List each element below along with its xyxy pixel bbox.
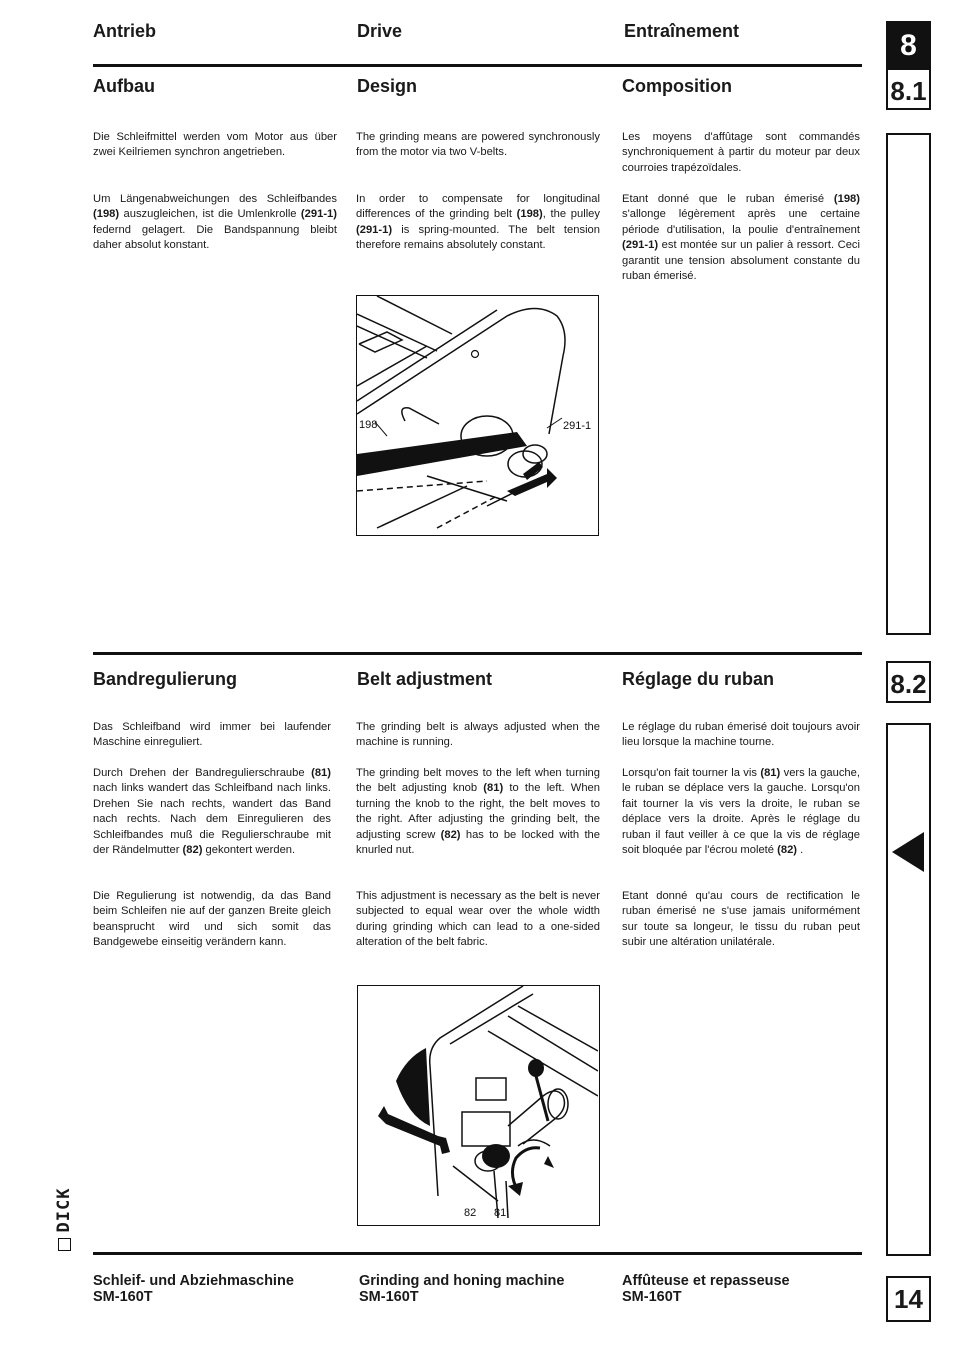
subsection-tab-8-2 bbox=[886, 661, 931, 703]
section2-side-bar bbox=[886, 723, 931, 1256]
section1-fr-p1: Les moyens d'affûtage sont commandés synchroniquement à partir du moteur par deux courroies trapézoïdales. bbox=[622, 131, 860, 174]
current-section-arrow-icon bbox=[890, 830, 926, 874]
figure-belt-adjustment bbox=[357, 985, 600, 1226]
figure-belt-pulley bbox=[356, 295, 599, 536]
footer-en-line1: Grinding and honing machine bbox=[359, 1273, 565, 1289]
section2-en-p2: The grinding belt moves to the left when turning the belt adjusting knob (81) to the left. When turning the knob to the right, the belt moves to the right. After adjusting the grinding belt, the adjusting screw (82) has to be locked with the knurled nut. bbox=[356, 767, 600, 857]
dick-logo bbox=[54, 1170, 76, 1255]
section2-title-en: Belt adjustment bbox=[357, 669, 493, 689]
section1-en-p2: In order to compensate for longitudinal differences of the grinding belt (198), the pulley (291-1) is spring-mounted. The belt tension therefore remains absolutely constant. bbox=[356, 193, 600, 252]
page-number: 14 bbox=[894, 1284, 923, 1314]
section2-title-fr: Réglage du ruban bbox=[622, 669, 775, 689]
footer-fr-line1: Affûteuse et repasseuse bbox=[622, 1273, 790, 1289]
section2-de-p2: Durch Drehen der Bandregulierschraube (81) nach links wandert das Schleifband nach links. Drehen Sie nach rechts, wandert das Band nach rechts. Nach dem Einregulieren des Schleifbandes muß die Regulierschraube mit der Rändelmutter (82) gekontert werden. bbox=[93, 767, 331, 857]
label-82: 82 bbox=[464, 1207, 477, 1219]
section1-de-p1: Die Schleifmittel werden vom Motor aus über zwei Keilriemen synchron angetrieben. bbox=[93, 131, 337, 159]
page-number-box bbox=[886, 1276, 931, 1322]
section2-en-p1: The grinding belt is always adjusted when the machine is running. bbox=[356, 721, 600, 749]
section2-fr-p3: Etant donné qu'au cours de rectification le ruban émerisé ne s'use jamais uniformément sur toute sa longeur, le tissu du ruban peut subir une altération unilatérale. bbox=[622, 890, 860, 949]
section1-title-fr: Composition bbox=[622, 76, 732, 96]
section2-title-de: Bandregulierung bbox=[93, 669, 238, 689]
subsection-tab-8-1 bbox=[886, 68, 931, 110]
section1-title-en: Design bbox=[357, 76, 418, 96]
header-de: Antrieb bbox=[93, 21, 156, 41]
section2-en-p3: This adjustment is necessary as the belt is never subjected to equal wear over the whole width during grinding which can lead to a one-sided alteration of the belt fabric. bbox=[356, 890, 600, 949]
dick-logo-text: DICK bbox=[54, 1187, 74, 1233]
section2-rule bbox=[93, 652, 862, 655]
chapter-tab-label: 8 bbox=[900, 29, 917, 62]
label-291-1: 291-1 bbox=[563, 420, 592, 432]
footer-fr-line2: SM-160T bbox=[622, 1289, 682, 1305]
footer-de-line1: Schleif- und Abziehmaschine bbox=[93, 1273, 294, 1289]
section2-de-p1: Das Schleifband wird immer bei laufender Maschine einreguliert. bbox=[93, 721, 331, 749]
footer-rule bbox=[93, 1252, 862, 1255]
header-rule bbox=[93, 64, 862, 67]
footer-en-line2: SM-160T bbox=[359, 1289, 419, 1305]
logo-emblem-icon bbox=[58, 1238, 71, 1251]
section1-side-bar bbox=[886, 133, 931, 635]
header-en: Drive bbox=[357, 21, 403, 41]
section1-en-p1: The grinding means are powered synchronously from the motor via two V-belts. bbox=[356, 131, 600, 159]
section2-fr-p1: Le réglage du ruban émerisé doit toujours avoir lieu lorsque la machine tourne. bbox=[622, 721, 860, 749]
belt-pulley-drawing bbox=[357, 296, 597, 534]
chapter-tab bbox=[886, 21, 931, 69]
section2-fr-p2: Lorsqu'on fait tourner la vis (81) vers la gauche, le ruban se déplace vers la gauche. Lorsqu'on fait tourner la vis vers la droite, le ruban se déplace vers la droite. Après le réglage du ruban il faut veiller à ce que la vis de réglage soit bloquée par l'écrou moleté (82) . bbox=[622, 767, 860, 857]
footer-de-line2: SM-160T bbox=[93, 1289, 153, 1305]
footer-en bbox=[359, 1273, 564, 1305]
header-fr: Entraînement bbox=[624, 21, 740, 41]
section1-de-p2: Um Längenabweichungen des Schleifbandes (198) auszugleichen, ist die Umlenkrolle (291-1) federnd gelagert. Die Bandspannung bleibt daher absolut konstant. bbox=[93, 193, 337, 252]
subsection-tab-8-1-label: 8.1 bbox=[890, 76, 927, 106]
belt-adjustment-drawing bbox=[358, 986, 598, 1224]
section1-fr-p2: Etant donné que le ruban émerisé (198) s'allonge légèrement après une certaine période d'utilisation, la poulie d'entraînement (291-1) est montée sur un palier à ressort. Ceci garantit une tension absolument constante du ruban émerisé. bbox=[622, 193, 860, 283]
section1-title-de: Aufbau bbox=[93, 76, 155, 96]
subsection-tab-8-2-label: 8.2 bbox=[890, 669, 927, 699]
footer-fr bbox=[622, 1273, 790, 1305]
label-198: 198 bbox=[359, 419, 378, 431]
footer-de bbox=[93, 1273, 294, 1305]
label-81: 81 bbox=[494, 1207, 507, 1219]
section2-de-p3: Die Regulierung ist notwendig, da das Band beim Schleifen nie auf der ganzen Breite gleich beansprucht wird und sich somit das Bandgewebe einseitig verändern kann. bbox=[93, 890, 331, 949]
